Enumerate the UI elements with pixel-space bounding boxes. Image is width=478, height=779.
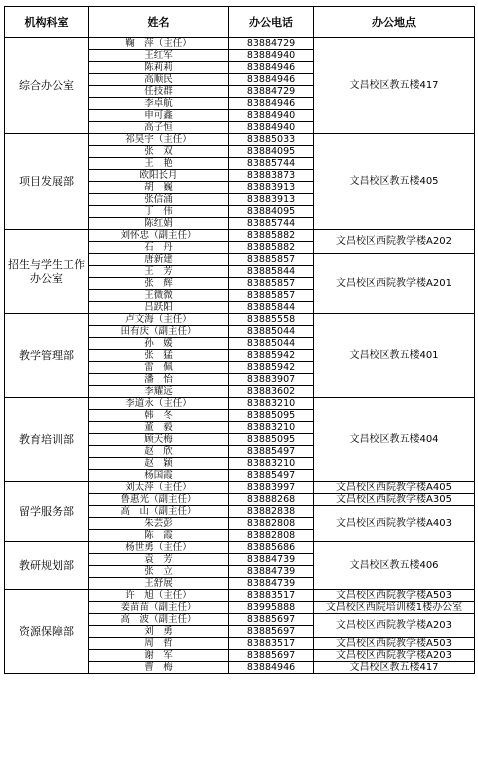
- staff-name-cell: 王 芳: [89, 266, 229, 278]
- office-phone-cell: 83883517: [229, 590, 314, 602]
- staff-name-cell: 杨世勇（主任）: [89, 542, 229, 554]
- staff-directory-table: [4, 6, 475, 674]
- office-phone-cell: 83884739: [229, 566, 314, 578]
- office-phone-cell: 83995888: [229, 602, 314, 614]
- office-phone-cell: 83884946: [229, 662, 314, 674]
- staff-name-cell: 刘 勇: [89, 626, 229, 638]
- office-phone-cell: 83885744: [229, 218, 314, 230]
- staff-name-cell: 王微微: [89, 290, 229, 302]
- staff-name-cell: 张 双: [89, 146, 229, 158]
- staff-name-cell: 王舒展: [89, 578, 229, 590]
- table-row: [5, 134, 475, 146]
- office-phone-cell: 83885857: [229, 254, 314, 266]
- office-phone-cell: 83882808: [229, 530, 314, 542]
- header-name: 姓名: [89, 7, 229, 38]
- staff-name-cell: 王红军: [89, 50, 229, 62]
- staff-name-cell: 鞠 萍（主任）: [89, 38, 229, 50]
- office-location-cell: 文昌校区教五楼405: [314, 134, 475, 230]
- office-phone-cell: 83883907: [229, 374, 314, 386]
- office-phone-cell: 83885497: [229, 446, 314, 458]
- staff-name-cell: 姜苗苗（副主任）: [89, 602, 229, 614]
- office-location-cell: 文昌校区西院教学楼A503: [314, 590, 475, 602]
- table-body: [5, 38, 475, 674]
- office-phone-cell: 83883913: [229, 182, 314, 194]
- office-phone-cell: 83883997: [229, 482, 314, 494]
- staff-name-cell: 高 山（副主任）: [89, 506, 229, 518]
- staff-name-cell: 石 丹: [89, 242, 229, 254]
- staff-name-cell: 欧阳长月: [89, 170, 229, 182]
- staff-name-cell: 王 艳: [89, 158, 229, 170]
- staff-name-cell: 鲁惠光（副主任）: [89, 494, 229, 506]
- office-location-cell: 文昌校区西院教学楼A203: [314, 614, 475, 638]
- office-location-cell: 文昌校区西院教学楼A503: [314, 638, 475, 650]
- office-phone-cell: 83885033: [229, 134, 314, 146]
- office-phone-cell: 83884095: [229, 206, 314, 218]
- office-phone-cell: 83888268: [229, 494, 314, 506]
- staff-name-cell: 李卓航: [89, 98, 229, 110]
- staff-name-cell: 董 毅: [89, 422, 229, 434]
- office-phone-cell: 83885844: [229, 266, 314, 278]
- staff-name-cell: 胡 巍: [89, 182, 229, 194]
- office-phone-cell: 83885882: [229, 230, 314, 242]
- office-phone-cell: 83885095: [229, 434, 314, 446]
- office-location-cell: 文昌校区教五楼401: [314, 314, 475, 398]
- department-cell: 教育培训部: [5, 398, 89, 482]
- staff-name-cell: 祁昊宇（主任）: [89, 134, 229, 146]
- table-row: [5, 590, 475, 602]
- department-cell: 留学服务部: [5, 482, 89, 542]
- staff-name-cell: 任技群: [89, 86, 229, 98]
- staff-name-cell: 袁 芳: [89, 554, 229, 566]
- staff-name-cell: 韩 冬: [89, 410, 229, 422]
- office-phone-cell: 83883602: [229, 386, 314, 398]
- staff-name-cell: 申可鑫: [89, 110, 229, 122]
- office-location-cell: 文昌校区教五楼417: [314, 662, 475, 674]
- office-phone-cell: 83885697: [229, 626, 314, 638]
- office-phone-cell: 83884729: [229, 38, 314, 50]
- table-row: [5, 542, 475, 554]
- office-location-cell: 文昌校区教五楼417: [314, 38, 475, 134]
- office-phone-cell: 83884739: [229, 554, 314, 566]
- staff-name-cell: 赵 颖: [89, 458, 229, 470]
- office-phone-cell: 83883873: [229, 170, 314, 182]
- office-phone-cell: 83884940: [229, 122, 314, 134]
- office-location-cell: 文昌校区西院教学楼A201: [314, 254, 475, 314]
- office-phone-cell: 83883210: [229, 458, 314, 470]
- staff-name-cell: 陈莉莉: [89, 62, 229, 74]
- office-phone-cell: 83883517: [229, 638, 314, 650]
- office-location-cell: 文昌校区教五楼404: [314, 398, 475, 482]
- office-phone-cell: 83884946: [229, 74, 314, 86]
- office-phone-cell: 83885844: [229, 302, 314, 314]
- staff-name-cell: 高顺民: [89, 74, 229, 86]
- office-phone-cell: 83885942: [229, 350, 314, 362]
- staff-name-cell: 赵 欣: [89, 446, 229, 458]
- office-phone-cell: 83885857: [229, 278, 314, 290]
- staff-name-cell: 田有庆（副主任）: [89, 326, 229, 338]
- staff-name-cell: 曹 梅: [89, 662, 229, 674]
- staff-name-cell: 吕跃阳: [89, 302, 229, 314]
- header-department: 机构科室: [5, 7, 89, 38]
- office-phone-cell: 83885686: [229, 542, 314, 554]
- office-location-cell: 文昌校区西院教学楼A403: [314, 506, 475, 542]
- staff-name-cell: 张 猛: [89, 350, 229, 362]
- office-phone-cell: 83883210: [229, 398, 314, 410]
- office-phone-cell: 83882808: [229, 518, 314, 530]
- office-phone-cell: 83885095: [229, 410, 314, 422]
- office-phone-cell: 83883913: [229, 194, 314, 206]
- staff-name-cell: 丁 伟: [89, 206, 229, 218]
- office-location-cell: 文昌校区西院教学楼A405: [314, 482, 475, 494]
- staff-name-cell: 雷 佩: [89, 362, 229, 374]
- staff-name-cell: 许 旭（主任）: [89, 590, 229, 602]
- staff-name-cell: 李道永（主任）: [89, 398, 229, 410]
- staff-name-cell: 陈红娟: [89, 218, 229, 230]
- staff-name-cell: 唐新建: [89, 254, 229, 266]
- staff-name-cell: 朱芸彭: [89, 518, 229, 530]
- staff-name-cell: 孙 媛: [89, 338, 229, 350]
- office-phone-cell: 83884946: [229, 98, 314, 110]
- office-phone-cell: 83884095: [229, 146, 314, 158]
- table-row: [5, 314, 475, 326]
- department-cell: 招生与学生工作办公室: [5, 230, 89, 314]
- table-header: [5, 7, 475, 38]
- office-phone-cell: 83885044: [229, 326, 314, 338]
- staff-name-cell: 谢 军: [89, 650, 229, 662]
- table-row: [5, 230, 475, 242]
- office-phone-cell: 83885857: [229, 290, 314, 302]
- staff-name-cell: 刘怀忠（副主任）: [89, 230, 229, 242]
- office-phone-cell: 83884940: [229, 110, 314, 122]
- office-phone-cell: 83885882: [229, 242, 314, 254]
- office-location-cell: 文昌校区西院教学楼A305: [314, 494, 475, 506]
- staff-name-cell: 高 波（副主任）: [89, 614, 229, 626]
- office-phone-cell: 83885697: [229, 650, 314, 662]
- staff-name-cell: 张 立: [89, 566, 229, 578]
- staff-name-cell: 张信涌: [89, 194, 229, 206]
- office-phone-cell: 83885558: [229, 314, 314, 326]
- office-phone-cell: 83885697: [229, 614, 314, 626]
- office-phone-cell: 83885744: [229, 158, 314, 170]
- table-row: [5, 398, 475, 410]
- department-cell: 教学管理部: [5, 314, 89, 398]
- department-cell: 教研规划部: [5, 542, 89, 590]
- staff-name-cell: 潘 怡: [89, 374, 229, 386]
- office-location-cell: 文昌校区西院教学楼A202: [314, 230, 475, 254]
- staff-name-cell: 顾天梅: [89, 434, 229, 446]
- header-location: 办公地点: [314, 7, 475, 38]
- staff-name-cell: 杨国霞: [89, 470, 229, 482]
- office-phone-cell: 83884946: [229, 62, 314, 74]
- office-location-cell: 文昌校区教五楼406: [314, 542, 475, 590]
- staff-name-cell: 卢文海（主任）: [89, 314, 229, 326]
- staff-name-cell: 高子恒: [89, 122, 229, 134]
- table-row: [5, 482, 475, 494]
- office-location-cell: 文昌校区西院培训楼1楼办公室: [314, 602, 475, 614]
- department-cell: 资源保障部: [5, 590, 89, 674]
- office-phone-cell: 83882838: [229, 506, 314, 518]
- office-location-cell: 文昌校区西院教学楼A203: [314, 650, 475, 662]
- staff-name-cell: 刘太萍（主任）: [89, 482, 229, 494]
- department-cell: 综合办公室: [5, 38, 89, 134]
- office-phone-cell: 83885942: [229, 362, 314, 374]
- table-row: [5, 38, 475, 50]
- office-phone-cell: 83884739: [229, 578, 314, 590]
- department-cell: 项目发展部: [5, 134, 89, 230]
- header-phone: 办公电话: [229, 7, 314, 38]
- staff-name-cell: 李耀远: [89, 386, 229, 398]
- office-phone-cell: 83885497: [229, 470, 314, 482]
- staff-name-cell: 张 辉: [89, 278, 229, 290]
- header-row: [5, 7, 475, 38]
- office-phone-cell: 83884729: [229, 86, 314, 98]
- staff-name-cell: 周 哲: [89, 638, 229, 650]
- staff-name-cell: 陈 霞: [89, 530, 229, 542]
- office-phone-cell: 83883210: [229, 422, 314, 434]
- office-phone-cell: 83884940: [229, 50, 314, 62]
- office-phone-cell: 83885044: [229, 338, 314, 350]
